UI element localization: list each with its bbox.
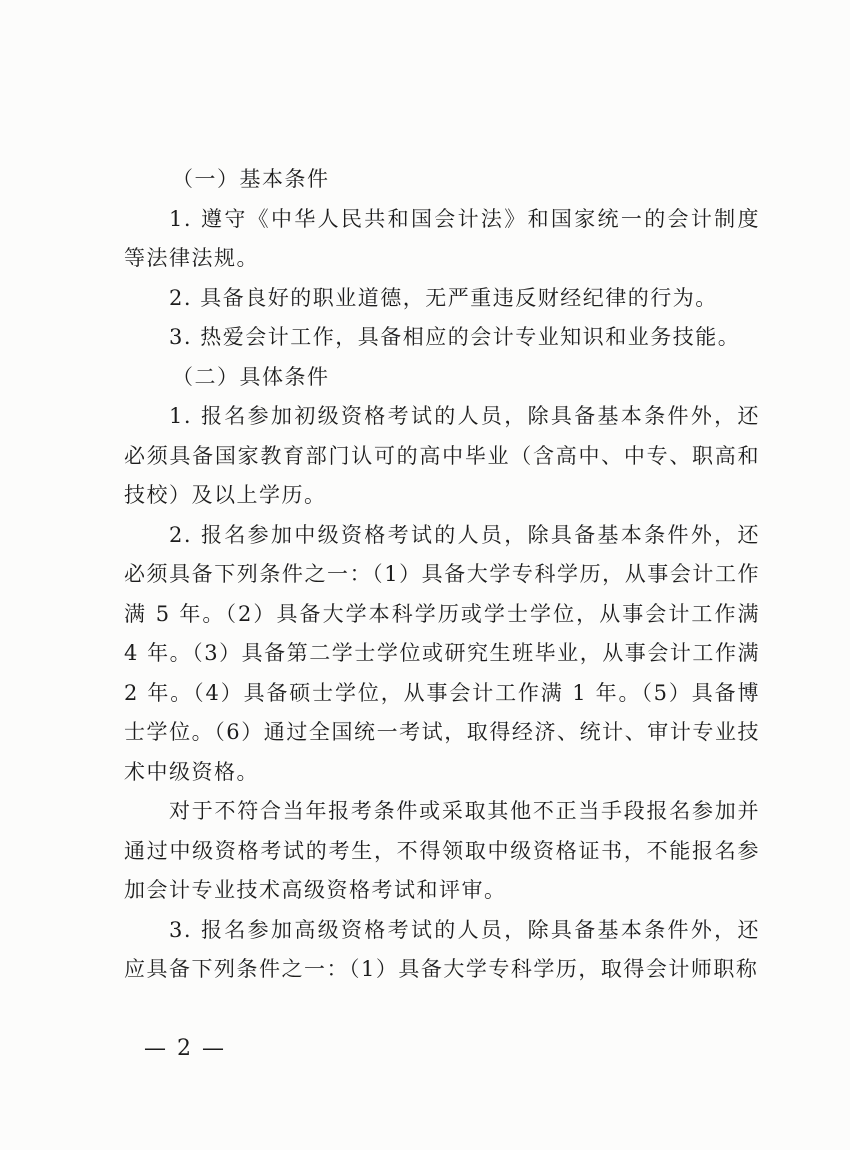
paragraph-specific-note: 对于不符合当年报考条件或采取其他不正当手段报名参加并通过中级资格考试的考生，不得领取中级资格证书，不能报名参加会计专业技术高级资格考试和评审。 bbox=[124, 799, 760, 902]
paragraph-specific-3: 3. 报名参加高级资格考试的人员，除具备基本条件外，还应具备下列条件之一：（1）具备大学专科学历，取得会计师职称 bbox=[124, 917, 760, 981]
section-heading-basic-conditions: （一）基本条件 bbox=[172, 167, 330, 191]
paragraph-basic-3: 3. 热爱会计工作，具备相应的会计专业知识和业务技能。 bbox=[169, 325, 741, 349]
paragraph-basic-1: 1. 遵守《中华人民共和国会计法》和国家统一的会计制度等法律法规。 bbox=[124, 206, 760, 270]
document-body bbox=[124, 160, 760, 990]
paragraph-basic-2: 2. 具备良好的职业道德，无严重违反财经纪律的行为。 bbox=[169, 285, 718, 310]
paragraph-specific-2: 2. 报名参加中级资格考试的人员，除具备基本条件外，还必须具备下列条件之一：（1）具备大学专科学历，从事会计工作满 5 年。（2）具备大学本科学历或学士学位，从事会计工作满 4 年。（3）具备第二学士学位或研究生班毕业，从事会计工作满 2 年。（4）具备硕士学位，从事会计工作满 1 年。（5）具备博士学位。（6）通过全国统一考试，取得经济、统计、审计专业技术中级资格。 bbox=[124, 522, 760, 784]
page-number: — 2 — bbox=[144, 1036, 226, 1061]
section-heading-specific-conditions: （二）具体条件 bbox=[172, 364, 330, 389]
paragraph-specific-1: 1. 报名参加初级资格考试的人员，除具备基本条件外，还必须具备国家教育部门认可的高中毕业（含高中、中专、职高和技校）及以上学历。 bbox=[124, 404, 760, 507]
